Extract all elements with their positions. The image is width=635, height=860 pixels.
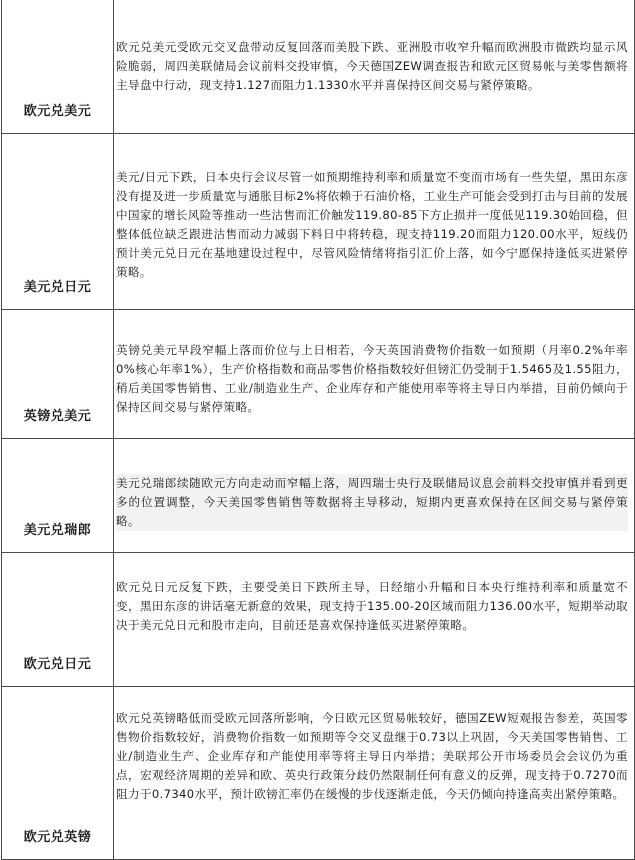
currency-pair-label: 欧元兑英镑 bbox=[2, 687, 114, 859]
currency-pair-label: 欧元兑美元 bbox=[2, 0, 114, 133]
commentary-text: 欧元兑日元反复下跌，主要受美日下跌所主导，日经缩小升幅和日本央行维持利率和质量宽不变，黑田东彦的讲话毫无新意的效果，现支持于135.00-20区域而阻力136.00水平，短期举动取决于美元兑日元和股市走向，目前还是喜欢保持逢低买进紧停策略。 bbox=[116, 580, 628, 632]
commentary-cell bbox=[114, 439, 634, 552]
currency-pair-label: 英镑兑美元 bbox=[2, 310, 114, 438]
commentary-cell bbox=[114, 0, 634, 133]
commentary-text: 欧元兑英镑略低而受欧元回落所影响，今日欧元区贸易帐较好，德国ZEW短观报告参差，英国零售物价指数较好，消费物价指数一如预期等令交叉盘继于0.73以上巩固，今天美国零售销售、工业/制造业生产、企业库存和产能使用率等将主导日内举措；美联邦公开市场委员会会议仍为重点，宏观经济周期的差异和欧、英央行政策分歧仍然限制任何有意义的反弹，现支持于0.7270而阻力于0.7340水平，预计欧镑汇率仍在缓慢的步伐逐渐走低，今天仍倾向持逢高卖出紧停策略。 bbox=[116, 711, 628, 801]
commentary-text: 英镑兑美元早段窄幅上落而价位与上日相若，今天英国消费物价指数一如预期（月率0.2%年率0%核心年率1%），生产价格指数和商品零售价格指数较好但镑汇仍受制于1.5465及1.55阻力，稍后美国零售销售、工业/制造业生产、企业库存和产能使用率等将主导日内举措，目前仍倾向于保持区间交易与紧停策略。 bbox=[116, 343, 628, 414]
table-row bbox=[2, 0, 634, 134]
table-row bbox=[2, 687, 634, 860]
table-row bbox=[2, 439, 634, 553]
table-row bbox=[2, 310, 634, 439]
currency-pair-label: 美元兑日元 bbox=[2, 134, 114, 309]
commentary-text: 美元兑瑞郎续随欧元方向走动而窄幅上落，周四瑞士央行及联储局议息会前料交投审慎并看到更多的位置调整，今天美国零售销售等数据将主导移动，短期内更喜欢保持在区间交易与紧停策略。 bbox=[116, 474, 628, 531]
commentary-cell bbox=[114, 310, 634, 438]
table-row bbox=[2, 134, 634, 310]
table-row bbox=[2, 553, 634, 687]
commentary-cell bbox=[114, 553, 634, 686]
currency-pair-label: 美元兑瑞郎 bbox=[2, 439, 114, 552]
currency-pair-label: 欧元兑日元 bbox=[2, 553, 114, 686]
commentary-text: 欧元兑美元受欧元交叉盘带动反复回落而美股下跌、亚洲股市收窄升幅而欧洲股市微跌均显示风险脆弱，周四美联储局会议前料交投审慎，今天德国ZEW调查报告和欧元区贸易帐与美零售额将主导盘中行动，现支持1.127而阻力1.1330水平并喜保持区间交易与紧停策略。 bbox=[116, 40, 628, 92]
market-commentary-table bbox=[1, 0, 635, 860]
commentary-text: 美元/日元下跌，日本央行会议尽管一如预期维持利率和质量宽不变而市场有一些失望，黑田东彦没有提及进一步质量宽与通胀目标2%将依赖于石油价格，工业生产可能会受到打击与目前的发展中国家的增长风险等推动一些沽售而汇价触发119.80-85下方止损并一度低见119.30始回稳，但整体低位缺乏跟进沽售而动力减弱下料日中将转稳，现支持119.20而阻力120.00水平，短线仍预计美元兑日元在基地建设过程中，尽管风险情绪将指引汇价上落，如今宁愿保持逢低买进紧停策略。 bbox=[116, 170, 628, 279]
commentary-cell bbox=[114, 134, 634, 309]
commentary-cell bbox=[114, 687, 634, 859]
